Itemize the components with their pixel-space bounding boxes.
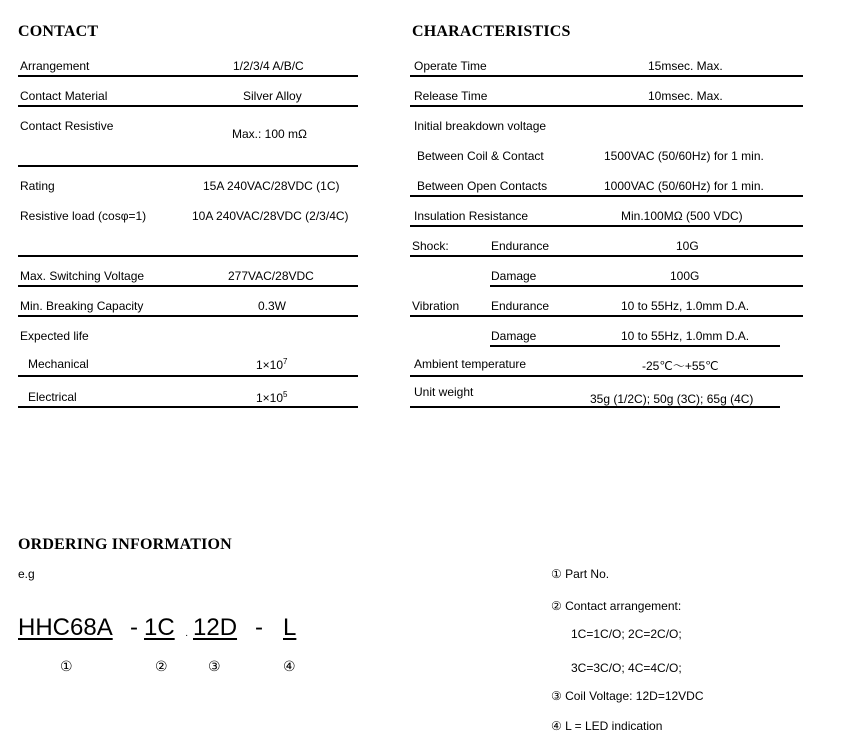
divider [18, 285, 358, 287]
resistive-value: Max.: 100 mΩ [232, 127, 307, 141]
vib-damage-value: 10 to 55Hz, 1.0mm D.A. [621, 329, 750, 343]
elec-label: Electrical [28, 390, 77, 404]
coil-contact-value: 1500VAC (50/60Hz) for 1 min. [604, 149, 764, 163]
vib-endurance-value: 10 to 55Hz, 1.0mm D.A. [621, 299, 750, 313]
divider [18, 255, 358, 257]
legend-contact-arrangement-1: 1C=1C/O; 2C=2C/O; [571, 627, 682, 641]
separator-dash: - [130, 614, 138, 641]
divider [410, 255, 803, 257]
divider [410, 105, 803, 107]
material-label: Contact Material [20, 89, 108, 103]
legend-contact-arrangement-2: 3C=3C/O; 4C=4C/O; [571, 661, 682, 675]
divider [410, 375, 803, 377]
operate-value: 15msec. Max. [648, 59, 723, 73]
legend-part-no: ① Part No. [551, 567, 610, 581]
shock-endurance-value: 10G [676, 239, 699, 253]
open-contacts-label: Between Open Contacts [417, 179, 548, 193]
weight-label: Unit weight [414, 385, 474, 399]
maxv-value: 277VAC/28VDC [228, 269, 314, 283]
release-value: 10msec. Max. [648, 89, 723, 103]
minb-label: Min. Breaking Capacity [20, 299, 144, 313]
elec-value: $1\times 10^5$ [256, 390, 288, 405]
material-value: Silver Alloy [243, 89, 302, 103]
coil-voltage-code: 12D [193, 614, 238, 641]
vib-damage-label: Damage [491, 329, 537, 343]
mech-label: Mechanical [28, 357, 89, 371]
divider [410, 195, 803, 197]
resload-label: Resistive load (cosφ=1) [20, 209, 147, 223]
life-label: Expected life [20, 329, 89, 343]
breakdown-label: Initial breakdown voltage [414, 119, 547, 133]
weight-value: 35g (1/2C); 50g (3C); 65g (4C) [590, 392, 754, 406]
divider [18, 406, 358, 408]
shock-damage-label: Damage [491, 269, 537, 283]
arrangement-value: 1/2/3/4 A/B/C [233, 59, 304, 73]
contact-arrangement-code: 1C [144, 614, 175, 641]
part-number-code: HHC68A [18, 614, 113, 641]
shock-endurance-label: Endurance [491, 239, 550, 253]
ambient-value: -25℃～+55℃ [642, 359, 719, 373]
divider [410, 75, 803, 77]
marker-1: ① [60, 659, 73, 675]
rating-value: 15A 240VAC/28VDC (1C) [203, 179, 340, 193]
open-contacts-value: 1000VAC (50/60Hz) for 1 min. [604, 179, 764, 193]
legend-contact-arrangement: ② Contact arrangement: [551, 599, 682, 613]
shock-label: Shock: [412, 239, 449, 253]
divider [18, 105, 358, 107]
characteristics-title: CHARACTERISTICS [412, 23, 571, 40]
insulation-value: Min.100MΩ (500 VDC) [621, 209, 743, 223]
led-code: L [283, 614, 297, 641]
insulation-label: Insulation Resistance [414, 209, 529, 223]
ordering-title: ORDERING INFORMATION [18, 536, 232, 553]
divider [490, 285, 803, 287]
divider [410, 315, 803, 317]
divider [18, 315, 358, 317]
marker-4: ④ [283, 659, 296, 675]
arrangement-label: Arrangement [20, 59, 90, 73]
minb-value: 0.3W [258, 299, 287, 313]
ambient-label: Ambient temperature [414, 357, 527, 371]
coil-contact-label: Between Coil & Contact [417, 149, 544, 163]
release-label: Release Time [414, 89, 488, 103]
separator-dot: · [185, 630, 189, 641]
resistive-label: Contact Resistive [20, 119, 114, 133]
vib-endurance-label: Endurance [491, 299, 550, 313]
legend-coil-voltage: ③ Coil Voltage: 12D=12VDC [551, 689, 704, 703]
maxv-label: Max. Switching Voltage [20, 269, 145, 283]
divider [410, 406, 780, 408]
legend-led: ④ L = LED indication [551, 719, 663, 733]
separator-dash: - [255, 614, 263, 641]
marker-3: ③ [208, 659, 221, 675]
resload-value: 10A 240VAC/28VDC (2/3/4C) [192, 209, 349, 223]
marker-2: ② [155, 659, 168, 675]
divider [490, 345, 780, 347]
eg-label: e.g [18, 567, 35, 581]
divider [18, 165, 358, 167]
divider [18, 75, 358, 77]
operate-label: Operate Time [414, 59, 487, 73]
vibration-label: Vibration [412, 299, 460, 313]
shock-damage-value: 100G [670, 269, 700, 283]
divider [18, 375, 358, 377]
rating-label: Rating [20, 179, 55, 193]
divider [410, 225, 803, 227]
contact-title: CONTACT [18, 23, 99, 40]
mech-value: $1\times 10^7$ [256, 357, 288, 372]
